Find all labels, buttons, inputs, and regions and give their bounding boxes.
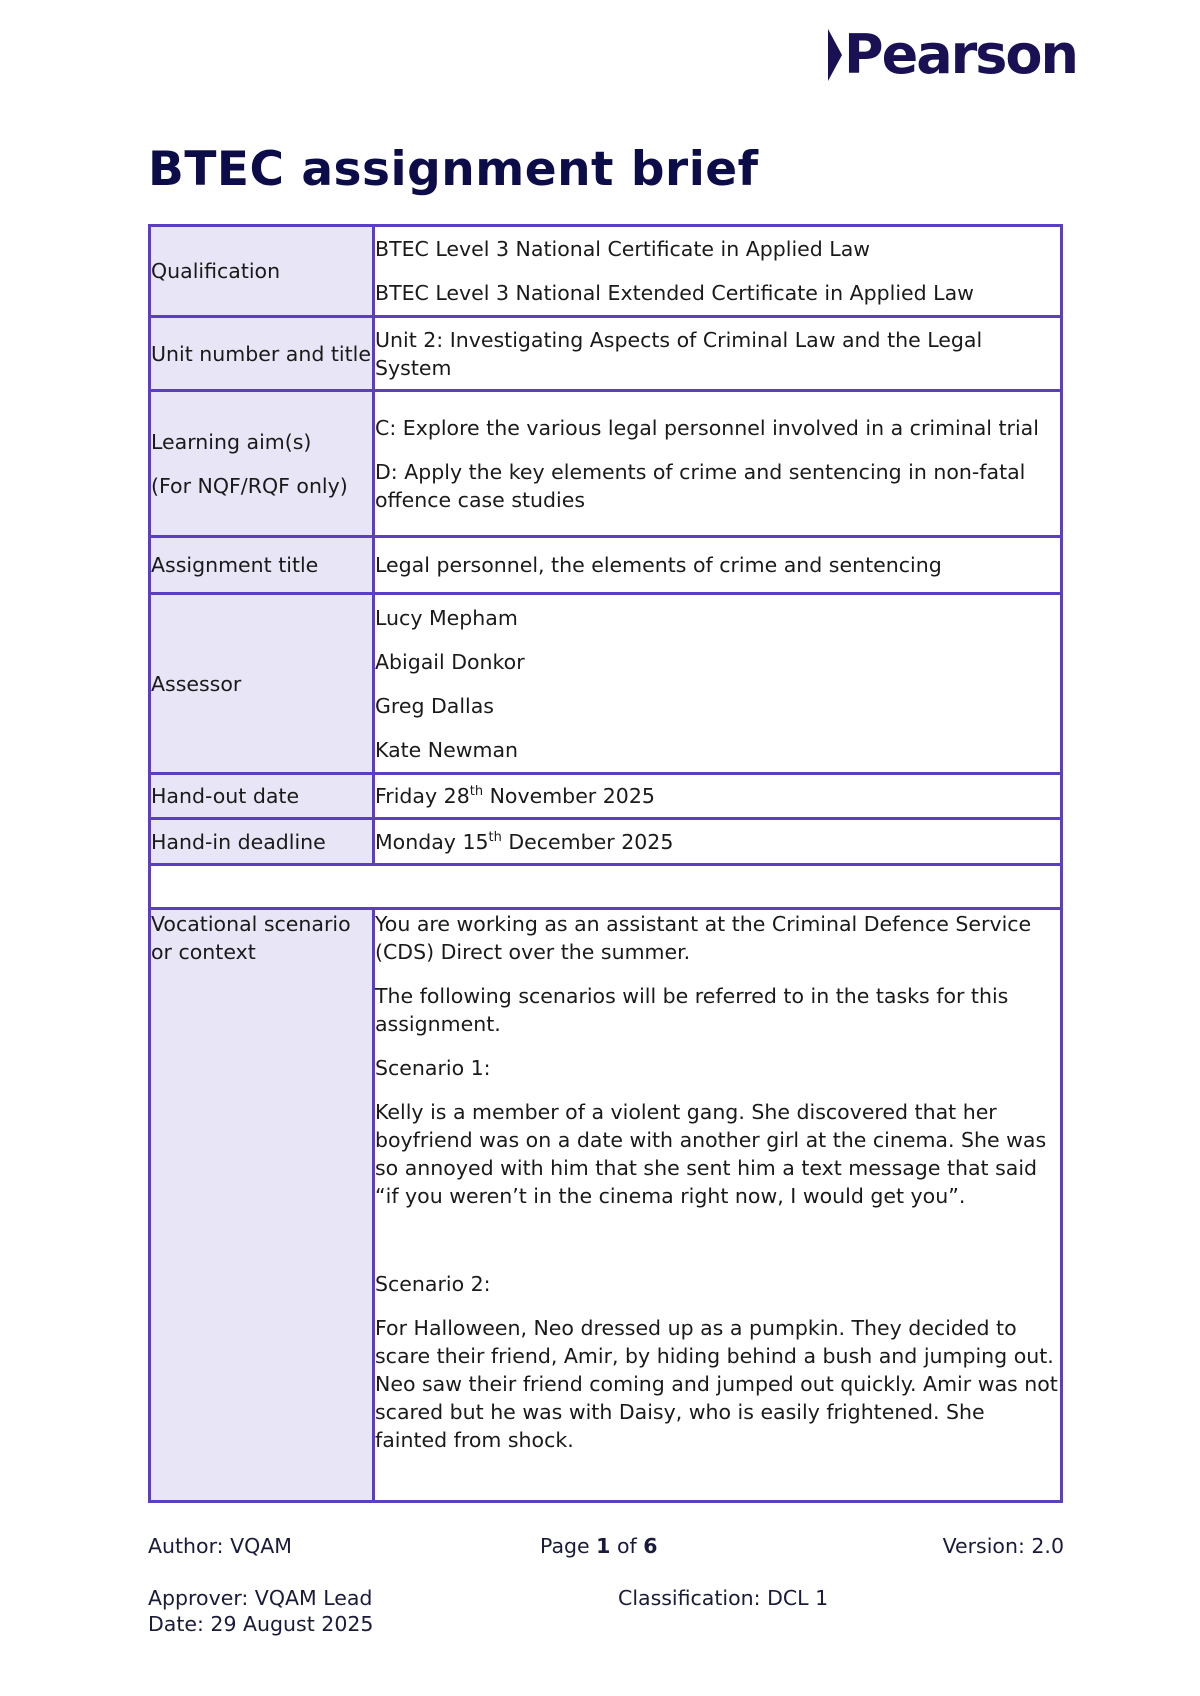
qualification-row — [150, 226, 1062, 317]
footer-line-1 — [148, 1534, 1064, 1562]
qualification-line: BTEC Level 3 National Certificate in Applied Law — [375, 237, 871, 261]
qualification-label: Qualification — [150, 226, 374, 317]
assessor-name: Lucy Mepham — [375, 605, 518, 630]
assignment-title-value: Legal personnel, the elements of crime and sentencing — [374, 537, 1062, 594]
assessor-name: Greg Dallas — [375, 693, 494, 718]
learning-aims-value — [374, 391, 1062, 537]
hand-in-row — [150, 819, 1062, 865]
hand-in-suffix: th — [488, 829, 502, 845]
scenario-intro: You are working as an assistant at the Criminal Defence Service (CDS) Direct over the summer. — [375, 912, 1032, 964]
hand-in-value — [374, 819, 1062, 865]
unit-row — [150, 317, 1062, 391]
assignment-brief-table — [148, 224, 1063, 1503]
hand-out-day: Friday 28 — [375, 784, 470, 808]
unit-value: Unit 2: Investigating Aspects of Criminal Law and the Legal System — [374, 317, 1062, 391]
scenario-value — [374, 909, 1062, 1502]
scenario-1-title: Scenario 1: — [375, 1056, 491, 1080]
qualification-value — [374, 226, 1062, 317]
learning-aims-label-text: Learning aim(s) — [151, 429, 312, 454]
pearson-logo — [828, 23, 1077, 86]
hand-out-value — [374, 774, 1062, 819]
qualification-line: BTEC Level 3 National Extended Certificate in Applied Law — [375, 281, 974, 305]
footer-classification: Classification: DCL 1 — [618, 1586, 829, 1610]
footer-author: Author: VQAM — [148, 1534, 292, 1558]
page-of: of — [610, 1534, 644, 1558]
spacer-row — [150, 865, 1062, 909]
scenario-2-title: Scenario 2: — [375, 1272, 491, 1296]
hand-out-label: Hand-out date — [150, 774, 374, 819]
page-prefix: Page — [540, 1534, 597, 1558]
hand-out-row — [150, 774, 1062, 819]
assessor-row — [150, 594, 1062, 774]
spacer-cell — [150, 865, 1062, 909]
footer-version: Version: 2.0 — [942, 1534, 1064, 1558]
footer-date: Date: 29 August 2025 — [148, 1612, 374, 1636]
learning-aims-label-note: (For NQF/RQF only) — [151, 473, 348, 498]
hand-out-suffix: th — [469, 784, 484, 799]
scenario-1-text: Kelly is a member of a violent gang. She discovered that her boyfriend was on a date with another girl at the cinema. She was so annoyed with him that she sent him a text message that said “if you weren’t in the cinema right now, I would get you”. — [375, 1100, 1047, 1208]
footer-page — [540, 1534, 657, 1558]
learning-aim-c: C: Explore the various legal personnel involved in a criminal trial — [375, 415, 1039, 440]
hand-in-rest: December 2025 — [501, 829, 674, 854]
scenario-intro-2: The following scenarios will be referred to in the tasks for this assignment. — [375, 984, 1009, 1036]
assignment-title-label: Assignment title — [150, 537, 374, 594]
assessor-label: Assessor — [150, 594, 374, 774]
assignment-title-row — [150, 537, 1062, 594]
learning-aim-d: D: Apply the key elements of crime and sentencing in non-fatal offence case studies — [375, 459, 1026, 512]
unit-label: Unit number and title — [150, 317, 374, 391]
scenario-row — [150, 909, 1062, 1502]
footer-line-3 — [148, 1612, 1064, 1636]
assessor-name: Abigail Donkor — [375, 649, 525, 674]
hand-in-day: Monday 15 — [375, 829, 489, 854]
page-title: BTEC assignment brief — [148, 142, 759, 197]
scenario-2-text: For Halloween, Neo dressed up as a pumpkin. They decided to scare their friend, Amir, by hiding behind a bush and jumping out. Neo saw their friend coming and jumped out quickly. Amir was not scared but he was with Daisy, who is easily frightened. She fainted from shock. — [375, 1316, 1058, 1452]
footer-approver: Approver: VQAM Lead — [148, 1586, 373, 1610]
scenario-label: Vocational scenario or context — [150, 909, 374, 1502]
page-current: 1 — [596, 1534, 611, 1558]
learning-aims-label — [150, 391, 374, 537]
hand-out-rest: November 2025 — [483, 784, 655, 808]
logo-text: Pearson — [844, 23, 1077, 86]
page-total: 6 — [643, 1534, 658, 1558]
learning-aims-row — [150, 391, 1062, 537]
assessor-name: Kate Newman — [375, 737, 519, 762]
pearson-logo-icon — [828, 29, 842, 81]
hand-in-label: Hand-in deadline — [150, 819, 374, 865]
assessor-value — [374, 594, 1062, 774]
